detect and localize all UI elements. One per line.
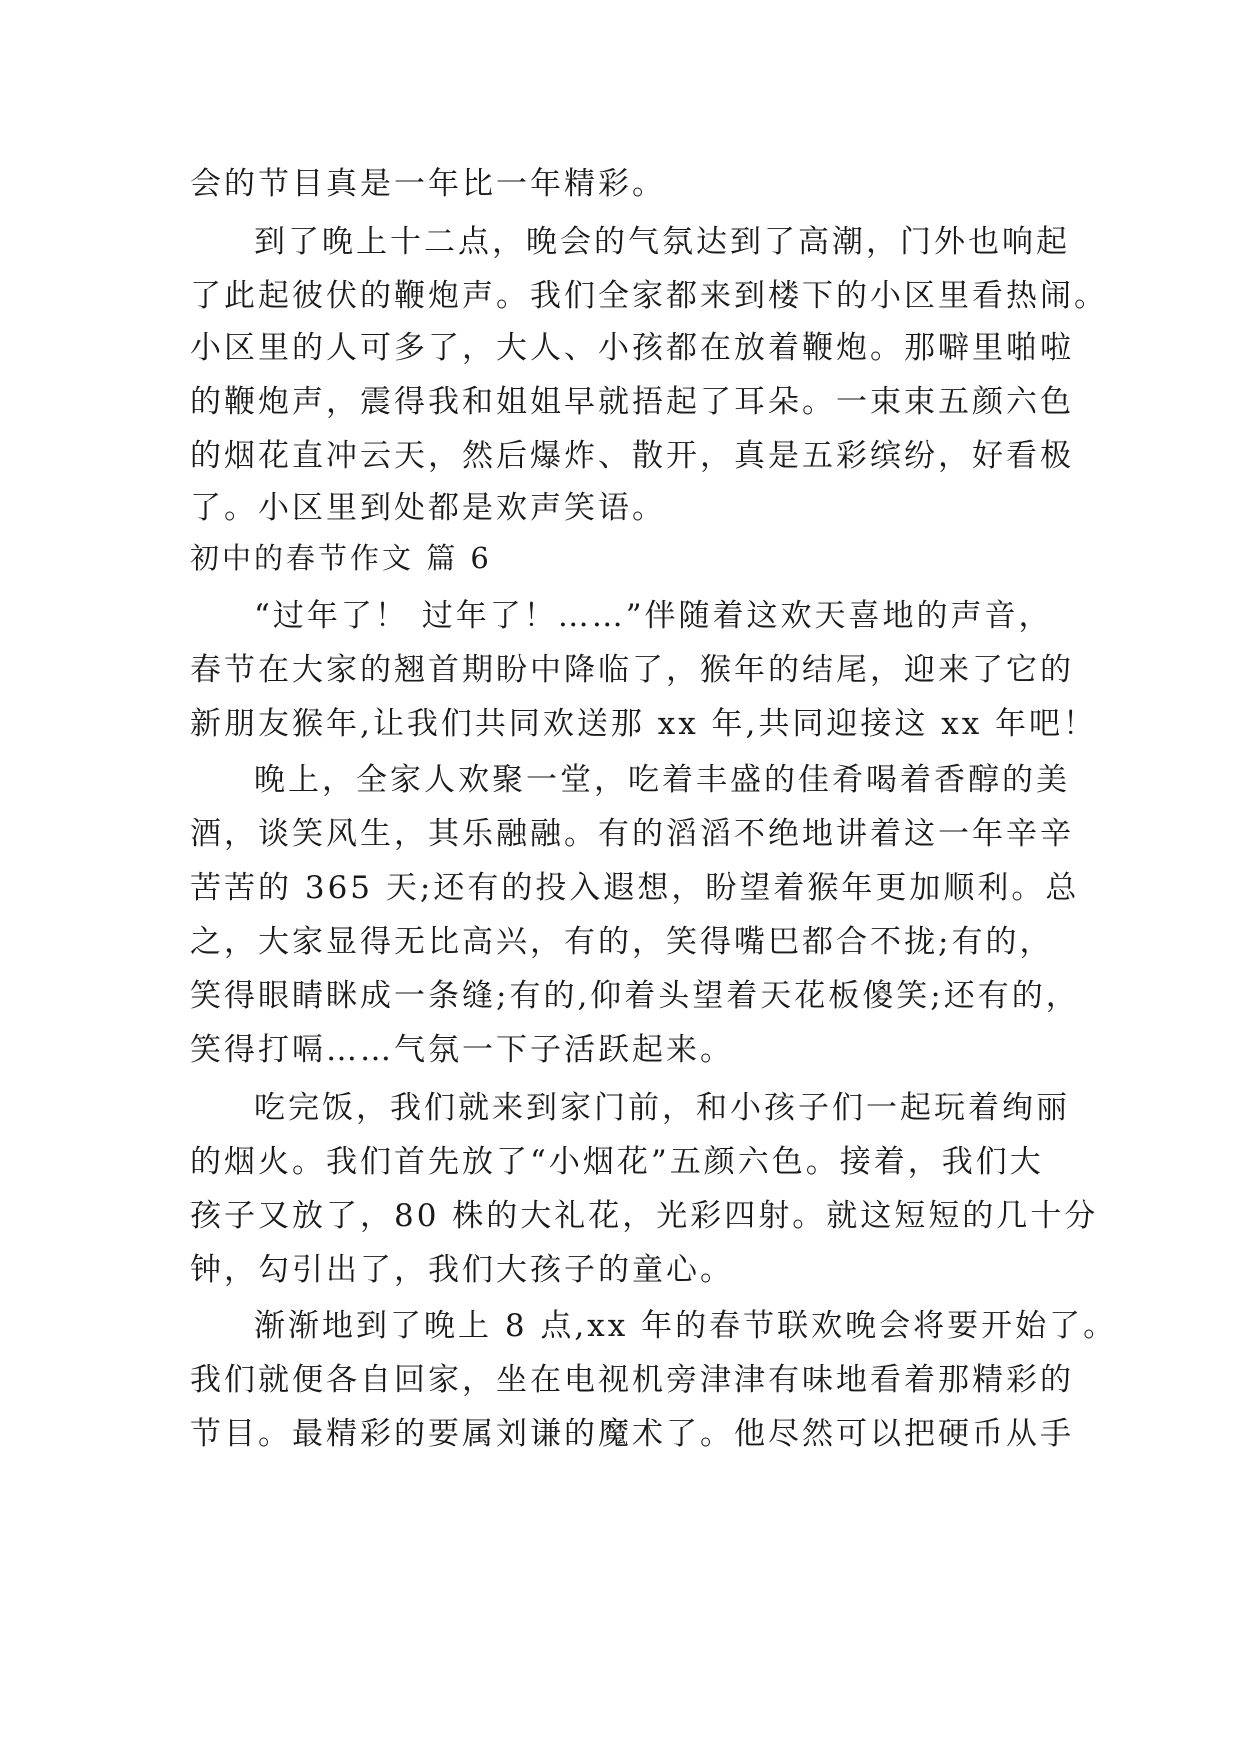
text-line: 的烟花直冲云天，然后爆炸、散开，真是五彩缤纷，好看极 bbox=[190, 438, 1074, 474]
text-line: 了。小区里到处都是欢声笑语。 bbox=[190, 490, 666, 526]
text-line: 的烟火。我们首先放了“小烟花”五颜六色。接着，我们大 bbox=[190, 1144, 1044, 1180]
section-heading: 初中的春节作文 篇 6 bbox=[190, 541, 492, 575]
text-line: 之，大家显得无比高兴，有的，笑得嘴巴都合不拢;有的， bbox=[190, 924, 1054, 960]
text-line: 钟，勾引出了，我们大孩子的童心。 bbox=[190, 1252, 734, 1288]
text-line: 渐渐地到了晚上 8 点,xx 年的春节联欢晚会将要开始了。 bbox=[254, 1308, 1118, 1344]
text-line: 了此起彼伏的鞭炮声。我们全家都来到楼下的小区里看热闹。 bbox=[190, 278, 1108, 314]
text-line: 节目。最精彩的要属刘谦的魔术了。他尽然可以把硬币从手 bbox=[190, 1416, 1074, 1452]
text-line: 吃完饭，我们就来到家门前，和小孩子们一起玩着绚丽 bbox=[254, 1090, 1070, 1126]
text-line: 笑得眼睛眯成一条缝;有的,仰着头望着天花板傻笑;还有的， bbox=[190, 978, 1080, 1014]
text-line: 孩子又放了，80 株的大礼花，光彩四射。就这短短的几十分 bbox=[190, 1198, 1099, 1234]
text-line: 晚上，全家人欢聚一堂，吃着丰盛的佳肴喝着香醇的美 bbox=[254, 762, 1070, 798]
text-line: 笑得打嗝……气氛一下子活跃起来。 bbox=[190, 1032, 734, 1068]
text-line: 酒，谈笑风生，其乐融融。有的滔滔不绝地讲着这一年辛辛 bbox=[190, 816, 1074, 852]
text-line: 苦苦的 365 天;还有的投入遐想，盼望着猴年更加顺利。总 bbox=[190, 870, 1080, 906]
text-line: 新朋友猴年,让我们共同欢送那 xx 年,共同迎接这 xx 年吧！ bbox=[190, 706, 1098, 742]
text-line: “过年了！ 过年了！……”伴随着这欢天喜地的声音， bbox=[254, 598, 1053, 634]
text-line: 会的节目真是一年比一年精彩。 bbox=[190, 166, 666, 202]
text-line: 到了晚上十二点，晚会的气氛达到了高潮，门外也响起 bbox=[254, 224, 1070, 260]
text-line: 小区里的人可多了，大人、小孩都在放着鞭炮。那噼里啪啦 bbox=[190, 330, 1074, 366]
text-line: 我们就便各自回家，坐在电视机旁津津有味地看着那精彩的 bbox=[190, 1362, 1074, 1398]
text-line: 春节在大家的翘首期盼中降临了，猴年的结尾，迎来了它的 bbox=[190, 652, 1074, 688]
text-line: 的鞭炮声，震得我和姐姐早就捂起了耳朵。一束束五颜六色 bbox=[190, 384, 1074, 420]
